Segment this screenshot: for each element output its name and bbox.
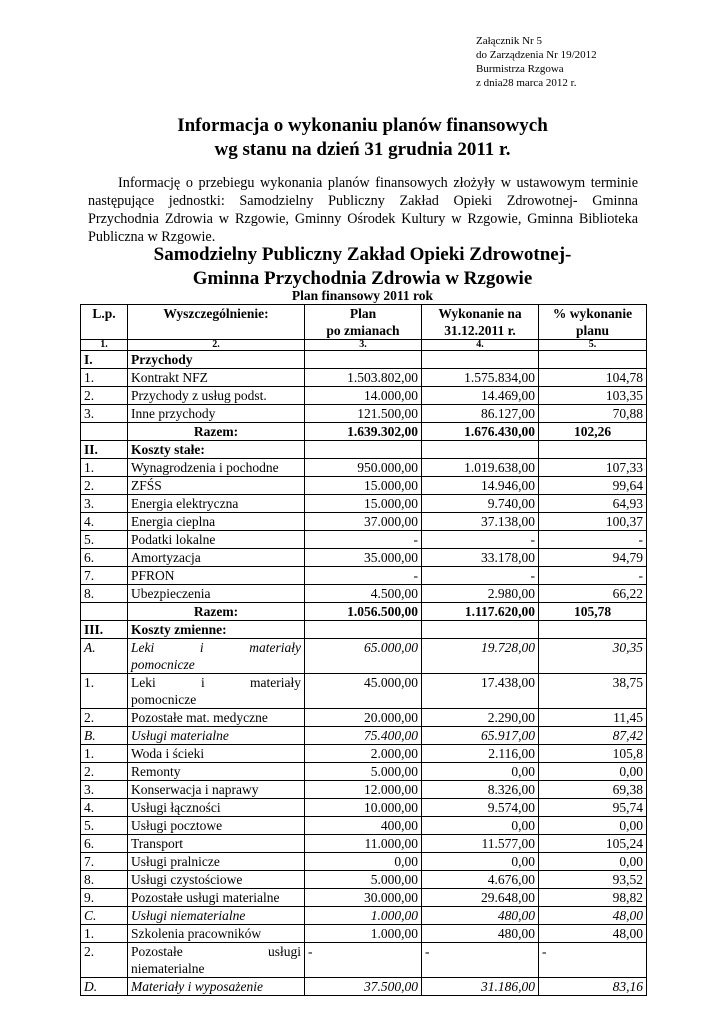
header-execution: Wykonanie na 31.12.2011 r.	[422, 305, 539, 340]
row-name: Razem:	[128, 603, 305, 621]
row-execution: 86.127,00	[422, 405, 539, 423]
row-name: Przychody	[128, 351, 305, 369]
row-execution: 17.438,00	[422, 674, 539, 709]
row-plan	[305, 621, 422, 639]
row-percent: 83,16	[539, 978, 647, 996]
table-row	[81, 477, 647, 495]
row-lp: 3.	[81, 781, 128, 799]
row-plan: 1.000,00	[305, 925, 422, 943]
row-percent: 30,35	[539, 639, 647, 674]
annex-line: Załącznik Nr 5	[476, 35, 542, 47]
annex-line: Burmistrza Rzgowa	[476, 63, 564, 75]
row-plan: -	[305, 567, 422, 585]
annex-line: do Zarządzenia Nr 19/2012	[476, 49, 597, 61]
row-name: Energia cieplna	[128, 513, 305, 531]
row-execution: 33.178,00	[422, 549, 539, 567]
row-name: Koszty stałe:	[128, 441, 305, 459]
row-name: PFRON	[128, 567, 305, 585]
row-percent: 0,00	[539, 817, 647, 835]
table-row	[81, 871, 647, 889]
row-name: Kontrakt NFZ	[128, 369, 305, 387]
table-row	[81, 943, 647, 978]
row-lp: 5.	[81, 817, 128, 835]
table-row	[81, 531, 647, 549]
table-row	[81, 745, 647, 763]
table-row	[81, 459, 647, 477]
row-execution: -	[422, 943, 539, 978]
row-execution: 4.676,00	[422, 871, 539, 889]
row-lp: 8.	[81, 585, 128, 603]
row-lp: B.	[81, 727, 128, 745]
row-name: Konserwacja i naprawy	[128, 781, 305, 799]
row-plan: 14.000,00	[305, 387, 422, 405]
row-execution: 31.186,00	[422, 978, 539, 996]
table-row	[81, 709, 647, 727]
table-row	[81, 405, 647, 423]
table-row	[81, 727, 647, 745]
row-name-line: Leki i materiały	[131, 640, 301, 655]
row-execution: 29.648,00	[422, 889, 539, 907]
row-lp: 2.	[81, 387, 128, 405]
table-row	[81, 853, 647, 871]
row-percent: 38,75	[539, 674, 647, 709]
row-percent: 64,93	[539, 495, 647, 513]
row-name: Inne przychody	[128, 405, 305, 423]
row-lp: 4.	[81, 799, 128, 817]
row-plan: 1.503.802,00	[305, 369, 422, 387]
row-plan: 10.000,00	[305, 799, 422, 817]
row-percent: -	[539, 943, 647, 978]
table-row	[81, 549, 647, 567]
row-execution: 14.946,00	[422, 477, 539, 495]
row-name: Energia elektryczna	[128, 495, 305, 513]
row-execution: 2.290,00	[422, 709, 539, 727]
column-number: 2.	[128, 340, 305, 351]
row-name: Usługi łączności	[128, 799, 305, 817]
row-lp: 6.	[81, 835, 128, 853]
row-percent: 100,37	[539, 513, 647, 531]
row-percent: 70,88	[539, 405, 647, 423]
table-row	[81, 835, 647, 853]
row-lp: 1.	[81, 925, 128, 943]
row-percent: 48,00	[539, 925, 647, 943]
table-row	[81, 799, 647, 817]
row-lp: D.	[81, 978, 128, 996]
row-execution: -	[422, 531, 539, 549]
row-plan: 30.000,00	[305, 889, 422, 907]
row-name: Razem:	[128, 423, 305, 441]
intro-line: Publiczna w Rzgowie.	[88, 229, 216, 245]
row-name-line: Pozostałe usługi	[131, 944, 301, 959]
column-number: 5.	[539, 340, 647, 351]
row-name: Materiały i wyposażenie	[128, 978, 305, 996]
row-percent: 95,74	[539, 799, 647, 817]
row-percent: 69,38	[539, 781, 647, 799]
table-header-row	[81, 305, 647, 340]
header-plan: Plan po zmianach	[305, 305, 422, 340]
row-lp: 9.	[81, 889, 128, 907]
table-row	[81, 603, 647, 621]
row-lp: 3.	[81, 405, 128, 423]
header-lp: L.p.	[81, 305, 128, 340]
row-lp: 1.	[81, 745, 128, 763]
row-plan: 2.000,00	[305, 745, 422, 763]
table-row	[81, 817, 647, 835]
row-plan: 75.400,00	[305, 727, 422, 745]
table-row	[81, 907, 647, 925]
row-execution: 9.574,00	[422, 799, 539, 817]
column-number: 1.	[81, 340, 128, 351]
row-execution: 1.575.834,00	[422, 369, 539, 387]
row-lp: II.	[81, 441, 128, 459]
row-lp: 7.	[81, 567, 128, 585]
row-name: Usługi pralnicze	[128, 853, 305, 871]
row-percent: 98,82	[539, 889, 647, 907]
row-execution: 0,00	[422, 853, 539, 871]
row-lp: 8.	[81, 871, 128, 889]
annex-note	[476, 34, 597, 90]
row-plan: 1.056.500,00	[305, 603, 422, 621]
row-lp: 2.	[81, 477, 128, 495]
row-percent: 0,00	[539, 853, 647, 871]
row-execution: 480,00	[422, 907, 539, 925]
row-plan: 37.000,00	[305, 513, 422, 531]
row-plan: 5.000,00	[305, 763, 422, 781]
row-percent: -	[539, 531, 647, 549]
table-row	[81, 513, 647, 531]
row-lp: 2.	[81, 943, 128, 978]
row-lp	[81, 423, 128, 441]
table-row	[81, 351, 647, 369]
table-row	[81, 763, 647, 781]
row-execution	[422, 441, 539, 459]
row-percent: 102,26	[539, 423, 647, 441]
row-lp: A.	[81, 639, 128, 674]
row-name: Transport	[128, 835, 305, 853]
row-plan: 1.000,00	[305, 907, 422, 925]
row-name-line: niematerialne	[131, 961, 205, 976]
row-percent: -	[539, 567, 647, 585]
annex-line: z dnia28 marca 2012 r.	[476, 77, 577, 89]
row-plan: 400,00	[305, 817, 422, 835]
row-plan: 37.500,00	[305, 978, 422, 996]
row-lp: 3.	[81, 495, 128, 513]
table-row	[81, 925, 647, 943]
table-row	[81, 567, 647, 585]
row-name: Pozostałe usługi materialne	[128, 889, 305, 907]
row-execution: 1.676.430,00	[422, 423, 539, 441]
row-name: Podatki lokalne	[128, 531, 305, 549]
row-plan: 5.000,00	[305, 871, 422, 889]
row-execution: 2.980,00	[422, 585, 539, 603]
row-plan: 15.000,00	[305, 495, 422, 513]
row-name-line: pomocnicze	[131, 657, 195, 672]
row-percent: 87,42	[539, 727, 647, 745]
row-name	[128, 639, 305, 674]
table-row	[81, 441, 647, 459]
row-lp: 6.	[81, 549, 128, 567]
row-plan	[305, 351, 422, 369]
row-name: Ubezpieczenia	[128, 585, 305, 603]
row-percent: 105,24	[539, 835, 647, 853]
row-execution: 9.740,00	[422, 495, 539, 513]
row-execution	[422, 351, 539, 369]
heading-line: Samodzielny Publiczny Zakład Opieki Zdrowotnej-	[153, 244, 572, 265]
row-lp: 5.	[81, 531, 128, 549]
row-plan: 0,00	[305, 853, 422, 871]
row-plan: 950.000,00	[305, 459, 422, 477]
intro-line: Przychodnia Zdrowia w Rzgowie, Gminny Ośrodek Kultury w Rzgowie, Gminna Biblioteka	[88, 211, 638, 227]
row-name: Usługi czystościowe	[128, 871, 305, 889]
row-percent: 93,52	[539, 871, 647, 889]
table-row	[81, 978, 647, 996]
document-title	[0, 114, 725, 162]
table-row	[81, 495, 647, 513]
row-execution: 1.019.638,00	[422, 459, 539, 477]
section-heading	[0, 243, 725, 291]
row-execution: 0,00	[422, 763, 539, 781]
row-percent: 94,79	[539, 549, 647, 567]
row-execution: -	[422, 567, 539, 585]
row-lp: C.	[81, 907, 128, 925]
column-number: 4.	[422, 340, 539, 351]
row-percent: 66,22	[539, 585, 647, 603]
row-lp: 2.	[81, 763, 128, 781]
row-plan: 15.000,00	[305, 477, 422, 495]
row-percent: 0,00	[539, 763, 647, 781]
row-lp: 4.	[81, 513, 128, 531]
row-percent: 99,64	[539, 477, 647, 495]
row-plan: 35.000,00	[305, 549, 422, 567]
row-percent: 107,33	[539, 459, 647, 477]
row-execution: 19.728,00	[422, 639, 539, 674]
title-line: Informacja o wykonaniu planów finansowych	[177, 115, 548, 136]
row-name: Szkolenia pracowników	[128, 925, 305, 943]
row-execution: 37.138,00	[422, 513, 539, 531]
heading-line: Gminna Przychodnia Zdrowia w Rzgowie	[192, 268, 533, 289]
row-name: Usługi materialne	[128, 727, 305, 745]
row-plan: 11.000,00	[305, 835, 422, 853]
row-name-line: Leki i materiały	[131, 675, 301, 690]
row-execution: 0,00	[422, 817, 539, 835]
row-name	[128, 674, 305, 709]
row-lp: 1.	[81, 674, 128, 709]
row-execution: 1.117.620,00	[422, 603, 539, 621]
table-row	[81, 889, 647, 907]
row-plan: 12.000,00	[305, 781, 422, 799]
intro-line: następujące jednostki: Samodzielny Publiczny Zakład Opieki Zdrowotnej- Gminna	[88, 193, 638, 209]
row-plan: 121.500,00	[305, 405, 422, 423]
row-execution: 14.469,00	[422, 387, 539, 405]
row-name: Usługi niematerialne	[128, 907, 305, 925]
row-execution: 2.116,00	[422, 745, 539, 763]
row-plan	[305, 441, 422, 459]
table-row	[81, 423, 647, 441]
row-execution: 480,00	[422, 925, 539, 943]
row-plan: -	[305, 943, 422, 978]
row-lp: 1.	[81, 459, 128, 477]
row-percent	[539, 621, 647, 639]
table-row	[81, 369, 647, 387]
row-percent: 103,35	[539, 387, 647, 405]
intro-paragraph	[88, 174, 638, 246]
table-row	[81, 639, 647, 674]
row-name: ZFŚS	[128, 477, 305, 495]
row-lp: 1.	[81, 369, 128, 387]
table-row	[81, 674, 647, 709]
table-row	[81, 781, 647, 799]
row-percent: 48,00	[539, 907, 647, 925]
table-row	[81, 585, 647, 603]
intro-line: Informację o przebiegu wykonania planów finansowych złożyły w ustawowym terminie	[118, 175, 638, 191]
row-percent	[539, 351, 647, 369]
row-execution	[422, 621, 539, 639]
row-percent: 105,78	[539, 603, 647, 621]
row-name: Woda i ścieki	[128, 745, 305, 763]
header-percent: % wykonanie planu	[539, 305, 647, 340]
row-name-line: pomocnicze	[131, 692, 197, 707]
row-plan: 45.000,00	[305, 674, 422, 709]
row-name: Usługi pocztowe	[128, 817, 305, 835]
row-plan: 4.500,00	[305, 585, 422, 603]
row-name	[128, 943, 305, 978]
row-execution: 8.326,00	[422, 781, 539, 799]
row-percent: 11,45	[539, 709, 647, 727]
row-lp: 7.	[81, 853, 128, 871]
title-line: wg stanu na dzień 31 grudnia 2011 r.	[214, 139, 511, 160]
row-lp	[81, 603, 128, 621]
header-name: Wyszczególnienie:	[128, 305, 305, 340]
plan-subheading: Plan finansowy 2011 rok	[291, 288, 434, 303]
table-row	[81, 387, 647, 405]
row-lp: 2.	[81, 709, 128, 727]
row-name: Amortyzacja	[128, 549, 305, 567]
column-number-row	[81, 340, 647, 351]
table-row	[81, 621, 647, 639]
row-plan: 65.000,00	[305, 639, 422, 674]
row-percent	[539, 441, 647, 459]
financial-plan-table	[80, 304, 647, 996]
row-plan: 1.639.302,00	[305, 423, 422, 441]
row-plan: 20.000,00	[305, 709, 422, 727]
row-name: Remonty	[128, 763, 305, 781]
row-lp: III.	[81, 621, 128, 639]
row-name: Wynagrodzenia i pochodne	[128, 459, 305, 477]
row-plan: -	[305, 531, 422, 549]
column-number: 3.	[305, 340, 422, 351]
row-name: Pozostałe mat. medyczne	[128, 709, 305, 727]
row-percent: 104,78	[539, 369, 647, 387]
row-percent: 105,8	[539, 745, 647, 763]
row-lp: I.	[81, 351, 128, 369]
row-name: Koszty zmienne:	[128, 621, 305, 639]
row-name: Przychody z usług podst.	[128, 387, 305, 405]
row-execution: 65.917,00	[422, 727, 539, 745]
row-execution: 11.577,00	[422, 835, 539, 853]
